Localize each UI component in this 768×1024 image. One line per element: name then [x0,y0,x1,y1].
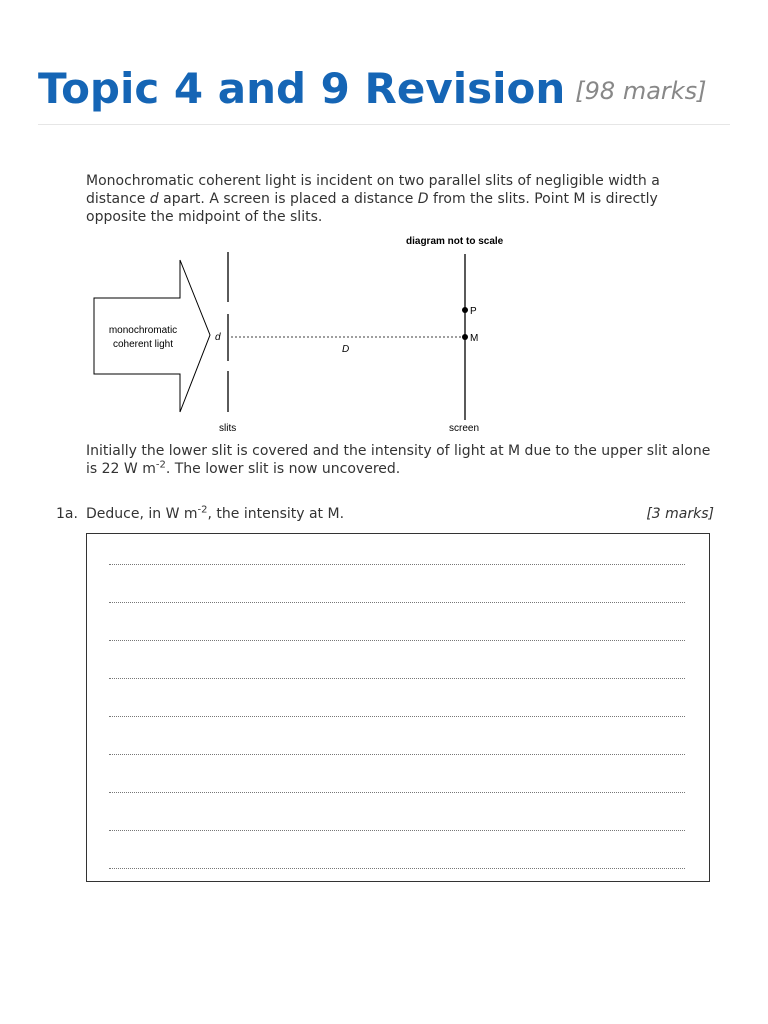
question-marks: [3 marks] [646,506,714,522]
total-marks: [98 marks] [575,77,707,105]
point-m-marker [462,334,468,340]
answer-box[interactable] [86,533,710,882]
followup-text-2: . The lower slit is now uncovered. [165,461,401,477]
answer-line[interactable] [109,830,685,831]
label-M: M [470,333,479,344]
label-screen: screen [449,423,480,434]
answer-line[interactable] [109,716,685,717]
question-number: 1a. [56,506,78,522]
intro-paragraph [86,172,716,226]
diagram-caption: diagram not to scale [406,236,504,247]
question-text-2: , the intensity at M. [207,506,345,522]
answer-line[interactable] [109,754,685,755]
label-d: d [215,332,221,343]
answer-line[interactable] [109,678,685,679]
intro-text-2: apart. A screen is placed a distance [158,191,418,207]
title-text: Topic 4 and 9 Revision [38,64,566,113]
followup-exponent: -2 [155,459,166,471]
double-slit-diagram [86,230,526,440]
page-title [38,64,707,113]
label-P: P [470,306,477,317]
label-D: D [342,344,350,355]
question-text [86,506,344,522]
label-slits: slits [219,423,237,434]
question-1a [56,506,714,526]
intro-var-D: D [417,191,429,207]
followup-text-1: Initially the lower slit is covered and the intensity of light at M due to the upper slit alone is 22 W m [86,443,711,477]
arrow-label-line2: coherent light [112,339,174,350]
answer-line[interactable] [109,564,685,565]
question-exponent: -2 [197,504,208,516]
followup-paragraph [86,442,716,478]
answer-line[interactable] [109,868,685,869]
light-arrow [94,260,210,412]
intro-text-3: from the slits. Point M is directly opposite the midpoint of the slits. [86,191,658,225]
answer-line[interactable] [109,640,685,641]
point-p-marker [462,307,468,313]
title-divider [38,124,730,125]
intro-var-d: d [149,191,159,207]
intro-text-1: Monochromatic coherent light is incident on two parallel slits of negligible width a distance [86,173,660,207]
answer-line[interactable] [109,792,685,793]
arrow-label-line1: monochromatic [108,325,178,336]
question-text-1: Deduce, in W m [86,506,198,522]
answer-line[interactable] [109,602,685,603]
